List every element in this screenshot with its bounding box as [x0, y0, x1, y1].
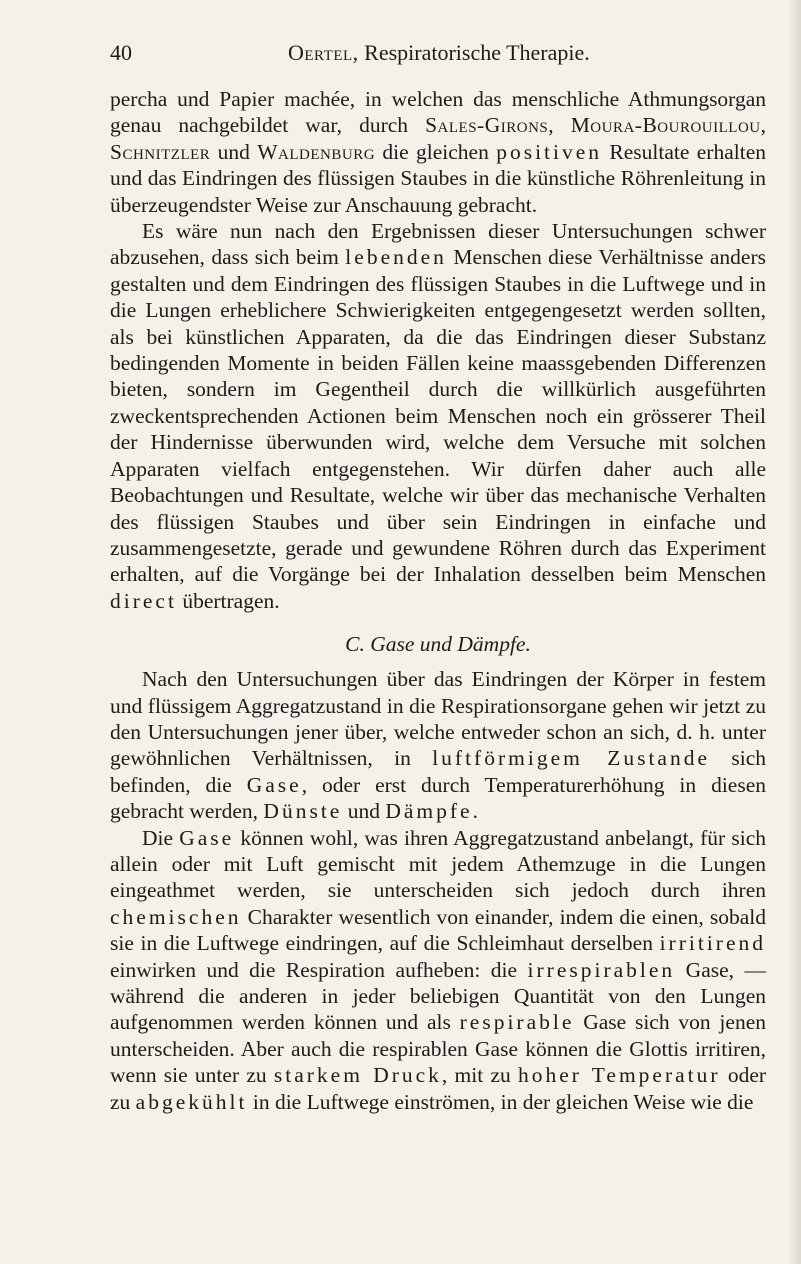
paragraph-p2 — [110, 218, 766, 614]
text-run: sich befinden, die — [110, 746, 766, 797]
text-run: oder zu — [110, 1063, 767, 1114]
text-run: , oder erst durch Temperaturerhöhung in diesen gebracht werden, — [110, 772, 766, 824]
page-number: 40 — [110, 40, 132, 65]
running-head-title: Respiratorische Therapie. — [364, 40, 590, 65]
text-run: können wohl, was ihren Aggregatzustand anbelangt, für sich allein oder mit Luft gemischt mit jedem Athemzuge in die Lungen eingeathmet werden, sie unterscheiden sich jedoch durch ihren — [110, 825, 766, 903]
author-name: Waldenburg — [257, 139, 376, 164]
running-head-author: Oertel, — [288, 40, 359, 65]
text-run: . — [472, 799, 478, 824]
emphasis-text: positiven — [496, 139, 603, 164]
paragraph-p4 — [110, 825, 766, 1115]
text-run: übertragen. — [176, 588, 280, 613]
text-run: percha und Papier machée, in welchen das menschliche Athmungsorgan genau nachgebildet war, durch — [110, 87, 766, 138]
section-heading — [110, 631, 766, 657]
author-name: Schnitzler — [110, 139, 211, 164]
author-name: Moura-Bourouillou — [570, 113, 761, 138]
running-head — [288, 40, 590, 66]
text-run: Charakter wesentlich von einander, indem die einen, sobald sie in die Luftwege eindringen, auf die Schleimhaut derselben — [110, 904, 766, 956]
emphasis-text: abgekühlt — [135, 1089, 248, 1114]
text-run: , mit zu — [441, 1063, 518, 1088]
emphasis-text: chemischen — [110, 904, 242, 929]
running-header — [110, 40, 770, 70]
paragraph-p1 — [110, 86, 766, 218]
text-run: Die — [142, 825, 180, 850]
text-run: Gase sich von jenen unterscheiden. Aber auch die respirablen Gase können die Glottis irritiren, wenn sie unter zu — [110, 1010, 766, 1088]
text-run: Es wäre nun nach den Ergebnissen dieser Untersuchungen schwer abzusehen, dass sich beim — [110, 219, 766, 270]
text-run: Resultate erhalten und das Eindringen des flüssigen Staubes in die künstliche Röhrenleitung in überzeugendster Weise zur Anschauung gebracht. — [110, 139, 766, 217]
emphasis-text: hoher Temperatur — [517, 1063, 721, 1088]
body-text — [110, 86, 766, 1115]
emphasis-text: starkem Druck — [273, 1063, 442, 1088]
emphasis-text: Dünste — [263, 799, 343, 824]
page-edge-shadow — [787, 0, 801, 1264]
emphasis-text: Dämpfe — [385, 799, 473, 824]
emphasis-text: Gase — [246, 772, 302, 797]
text-run: C. Gase und Dämpfe. — [345, 632, 531, 657]
author-name: Sales-Girons — [425, 113, 549, 138]
emphasis-text: luftförmigem Zustande — [432, 746, 711, 771]
emphasis-text: respirable — [459, 1010, 575, 1035]
text-run: und — [342, 799, 386, 824]
text-run: in die Luftwege einströmen, in der gleichen Weise wie die — [247, 1089, 754, 1114]
emphasis-text: irrespirablen — [527, 957, 676, 982]
text-run: die gleichen — [375, 139, 497, 164]
text-run: und — [210, 139, 258, 164]
paragraph-p3 — [110, 666, 766, 824]
emphasis-text: lebenden — [345, 245, 447, 270]
text-run: , — [548, 113, 571, 138]
emphasis-text: irritirend — [659, 931, 766, 956]
text-run: einwirken und die Respiration aufheben: die — [110, 957, 528, 982]
text-run: , — [760, 113, 767, 138]
emphasis-text: direct — [110, 588, 177, 613]
text-run: Gase, — während die anderen in jeder beliebigen Quantität von den Lungen aufgenommen werden können und als — [110, 957, 767, 1035]
emphasis-text: Gase — [179, 825, 235, 850]
text-run: Nach den Untersuchungen über das Eindringen der Körper in festem und flüssigem Aggregatzustand in die Respirationsorgane gehen wir jetzt zu den Untersuchungen jener über, welche entweder schon an sich, d. h. unter gewöhnlichen Verhältnissen, in — [110, 667, 766, 771]
text-run: Menschen diese Verhältnisse anders gestalten und dem Eindringen des flüssigen Staubes in die Luftwege und in die Lungen erheblichere Schwierigkeiten entgegengesetzt werden sollten, als bei künstlichen Apparaten, da die das Eindringen dieser Substanz bedingenden Momente in beiden Fällen keine maassgebenden Differenzen bieten, sondern im Gegentheil durch die willkürlich ausgeführten zweckentsprechenden Actionen beim Menschen noch ein grösserer Theil der Hindernisse überwunden wird, welche dem Versuche mit solchen Apparaten vielfach entgegenstehen. Wir dürfen daher auch alle Beobachtungen und Resultate, welche wir über das mechanische Verhalten des flüssigen Staubes und über sein Eindringen in einfache und zusammengesetzte, gerade und gewundene Röhren durch das Experiment erhalten, auf die Vorgänge bei der Inhalation desselben beim Menschen — [110, 245, 766, 587]
